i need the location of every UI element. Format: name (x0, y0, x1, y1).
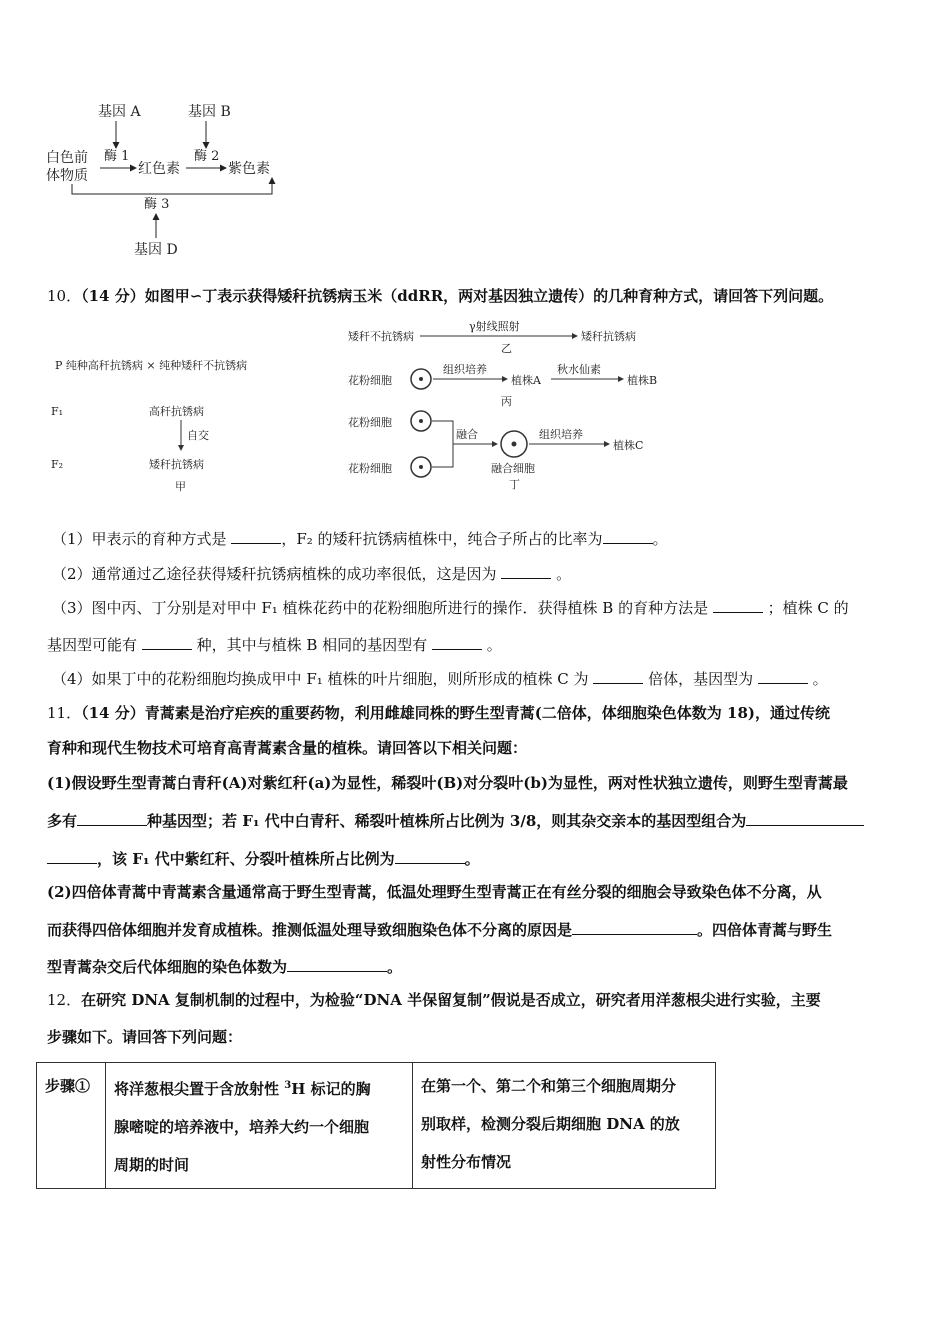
answer-blank[interactable] (47, 848, 97, 864)
sampling-line3: 射性分布情况 (421, 1153, 512, 1171)
yi-right: 矮秆抗锈病 (581, 330, 636, 343)
bing-pollen: 花粉细胞 (348, 374, 392, 387)
jia-p-line: P 纯种高秆抗锈病 × 纯种矮秆不抗锈病 (55, 359, 248, 372)
jia-f2-label: F₂ (51, 458, 64, 471)
q10-sub4-text-b: 倍体，基因型为 (648, 670, 754, 688)
yi-label: 乙 (501, 342, 512, 355)
q12-steps-table (36, 1062, 716, 1189)
q10-sub4 (52, 668, 912, 689)
q10-sub2-text-a: （2）通常通过乙途径获得矮秆抗锈病植株的成功率很低，这是因为 (52, 565, 497, 583)
bing-colchicine: 秋水仙素 (557, 363, 601, 376)
jia-f1-plant: 高秆抗锈病 (149, 405, 204, 418)
q11-line5-text-a: ，该 F₁ 代中紫红秆、分裂叶植株所占比例为 (97, 850, 395, 868)
q11-line1-text: （14 分）青蒿素是治疗疟疾的重要药物，利用雌雄同株的野生型青蒿(二倍体，体细胞染色体数为 18)，通过传统 (81, 704, 830, 722)
q10-sub1 (52, 528, 912, 549)
q10-sub3-line2 (47, 634, 907, 655)
jia-label: 甲 (175, 480, 186, 493)
white-precursor-line1: 白色前 (46, 150, 88, 166)
pigment-pathway-figure (40, 96, 300, 260)
answer-blank[interactable] (231, 528, 281, 544)
jia-f2-plant: 矮秆抗锈病 (149, 458, 204, 471)
ding-plant-c: 植株C (613, 439, 644, 452)
answer-blank[interactable] (746, 810, 864, 826)
sampling-line2: 别取样，检测分裂后期细胞 DNA 的放 (421, 1115, 680, 1133)
ding-pollen-2: 花粉细胞 (348, 462, 392, 475)
procedure-text-a: 将洋葱根尖置于含放射性 (114, 1080, 285, 1098)
q10-stem-text: （14 分）如图甲∽丁表示获得矮秆抗锈病玉米（ddRR，两对基因独立遗传）的几种育种方式，请回答下列问题。 (81, 287, 834, 305)
q11-line8 (47, 956, 907, 977)
q11-line8-text-b: 。 (387, 958, 403, 976)
q10-sub3-text-d: 种，其中与植株 B 相同的基因型有 (196, 636, 428, 654)
isotope-superscript: 3 (284, 1080, 292, 1091)
q11-line4 (47, 810, 907, 831)
q10-sub3-text-b: ；植株 C 的 (767, 599, 849, 617)
answer-blank[interactable] (572, 919, 697, 935)
q10-sub1-text-a: （1）甲表示的育种方式是 (52, 530, 227, 548)
answer-blank[interactable] (603, 528, 653, 544)
q11-line7-text-a: 而获得四倍体细胞并发育成植株。推测低温处理导致细胞染色体不分离的原因是 (47, 921, 573, 939)
bing-plant-a: 植株A (511, 374, 541, 387)
bing-label: 丙 (501, 395, 512, 408)
q10-sub4-text-c: 。 (812, 670, 828, 688)
q10-sub3-text-c: 基因型可能有 (47, 636, 138, 654)
q11-line8-text-a: 型青蒿杂交后代体细胞的染色体数为 (47, 958, 288, 976)
q10-stem (47, 286, 907, 306)
answer-blank[interactable] (758, 668, 808, 684)
procedure-text-b: H 标记的胸 (291, 1080, 371, 1098)
q12-line1-text: 在研究 DNA 复制机制的过程中，为检验“DNA 半保留复制”假说是否成立，研究者用洋葱根尖进行实验，主要 (81, 991, 821, 1009)
q10-sub3-line1 (52, 597, 912, 618)
procedure-line3: 周期的时间 (114, 1156, 190, 1174)
step-label-cell (37, 1063, 106, 1189)
gene-b-label: 基因 B (188, 104, 231, 120)
yi-left: 矮秆不抗锈病 (348, 330, 414, 343)
jia-selfing: 自交 (187, 429, 209, 442)
q11-line7-text-b: 。四倍体青蒿与野生 (697, 921, 833, 939)
purple-pigment-label: 紫色素 (228, 161, 270, 177)
q11-number: 11． (47, 704, 82, 722)
procedure-line1 (114, 1067, 404, 1108)
q11-line7 (47, 919, 907, 940)
breeding-methods-figure (45, 312, 685, 502)
q10-sub3-text-e: 。 (486, 636, 502, 654)
q12-line2: 步骤如下。请回答下列问题： (47, 1028, 243, 1046)
table-row (37, 1063, 716, 1189)
answer-blank[interactable] (501, 563, 551, 579)
q11-line1 (47, 703, 907, 723)
white-precursor-line2: 体物质 (46, 168, 88, 184)
ding-tissue-culture: 组织培养 (539, 428, 583, 441)
q11-line5-text-b: 。 (464, 850, 480, 868)
ding-fusion: 融合 (456, 428, 478, 441)
answer-blank[interactable] (395, 848, 465, 864)
q11-line6: (2)四倍体青蒿中青蒿素含量通常高于野生型青蒿，低温处理野生型青蒿正在有丝分裂的细胞会导致染色体不分离，从 (47, 883, 822, 901)
q11-line3: (1)假设野生型青蒿白青秆(A)对紫红秆(a)为显性，稀裂叶(B)对分裂叶(b)为显性，两对性状独立遗传，则野生型青蒿最 (47, 774, 848, 792)
answer-blank[interactable] (593, 668, 643, 684)
enzyme2-label: 酶 2 (194, 149, 220, 164)
answer-blank[interactable] (77, 810, 147, 826)
gene-d-label: 基因 D (134, 242, 178, 258)
q12-line1 (47, 990, 907, 1010)
ding-fused-cell: 融合细胞 (491, 462, 535, 475)
yi-treatment: γ射线照射 (469, 320, 520, 333)
q11-line5 (47, 848, 907, 869)
q10-sub1-text-b: ，F₂ 的矮秆抗锈病植株中，纯合子所占的比率为 (281, 530, 603, 548)
q11-line4-text-a: 多有 (47, 812, 78, 830)
step-procedure-cell (106, 1063, 413, 1189)
q10-sub1-text-c: 。 (652, 530, 668, 548)
q10-number: 10． (47, 287, 82, 305)
bing-tissue-culture: 组织培养 (443, 363, 487, 376)
q10-sub2-text-b: 。 (556, 565, 572, 583)
sampling-line1: 在第一个、第二个和第三个细胞周期分 (421, 1077, 677, 1095)
ding-pollen-1: 花粉细胞 (348, 416, 392, 429)
q10-sub4-text-a: （4）如果丁中的花粉细胞均换成甲中 F₁ 植株的叶片细胞，则所形成的植株 C 为 (52, 670, 589, 688)
step-sampling-cell (413, 1063, 716, 1189)
q10-sub3-text-a: （3）图中丙、丁分别是对甲中 F₁ 植株花药中的花粉细胞所进行的操作．获得植株 B 的育种方法是 (52, 599, 709, 617)
q12-number: 12． (47, 991, 82, 1009)
ding-label: 丁 (509, 478, 520, 491)
answer-blank[interactable] (713, 597, 763, 613)
q11-line4-text-b: 种基因型；若 F₁ 代中白青秆、稀裂叶植株所占比例为 3/8，则其杂交亲本的基因型组合为 (147, 812, 747, 830)
gene-a-label: 基因 A (98, 104, 141, 120)
enzyme3-label: 酶 3 (144, 197, 170, 212)
bing-plant-b: 植株B (627, 374, 658, 387)
q10-sub2 (52, 563, 912, 584)
answer-blank[interactable] (287, 956, 387, 972)
procedure-line2: 腺嘧啶的培养液中，培养大约一个细胞 (114, 1118, 370, 1136)
answer-blank[interactable] (432, 634, 482, 650)
enzyme1-label: 酶 1 (104, 149, 130, 164)
jia-f1-label: F₁ (51, 405, 64, 418)
q11-line2: 育种和现代生物技术可培育高青蒿素含量的植株。请回答以下相关问题： (47, 739, 528, 757)
step-label: 步骤① (45, 1077, 91, 1095)
answer-blank[interactable] (142, 634, 192, 650)
red-pigment-label: 红色素 (138, 161, 180, 177)
